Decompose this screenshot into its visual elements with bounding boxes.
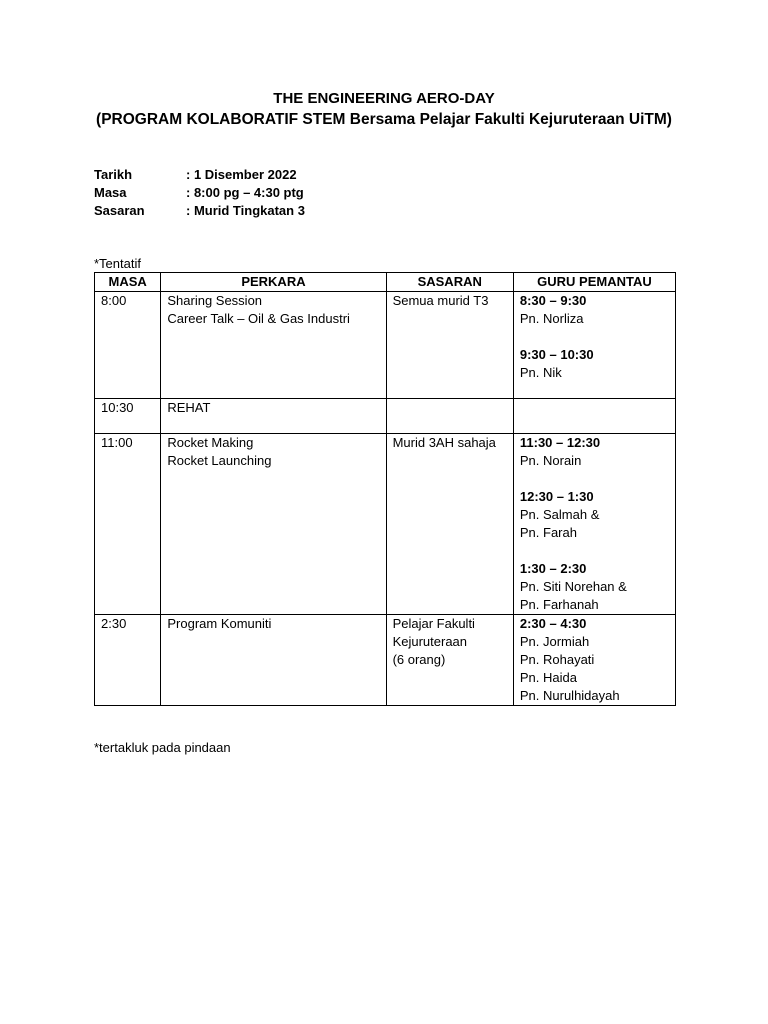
header-masa: MASA [95, 273, 161, 292]
info-label: Masa [94, 185, 127, 200]
info-row-tarikh [94, 166, 305, 184]
cell-text: 11:00 [101, 435, 133, 450]
cell-perkara [161, 399, 386, 434]
info-value: : 8:00 pg – 4:30 ptg [186, 185, 304, 200]
cell-text: Rocket Making [167, 435, 254, 450]
cell-sasaran [386, 399, 513, 434]
table-header-row [95, 273, 676, 292]
cell-text: 2:30 [101, 616, 127, 631]
cell-perkara [161, 434, 386, 615]
cell-text: Murid 3AH sahaja [392, 435, 496, 450]
table-row [95, 292, 676, 399]
cell-text: Pn. Nurulhidayah [519, 688, 620, 703]
cell-perkara [161, 615, 386, 706]
table-row [95, 399, 676, 434]
spacer [520, 328, 669, 346]
cell-guru-pemantau [513, 434, 675, 615]
header-guru-pemantau: GURU PEMANTAU [513, 273, 675, 292]
cell-text: 11:30 – 12:30 [519, 435, 601, 450]
cell-text: 9:30 – 10:30 [519, 347, 594, 362]
cell-masa [95, 434, 161, 615]
footnote: *tertakluk pada pindaan [94, 740, 231, 755]
info-label: Sasaran [94, 203, 145, 218]
document-title: THE ENGINEERING AERO-DAY [273, 90, 495, 107]
cell-text: 2:30 – 4:30 [519, 616, 587, 631]
info-label: Tarikh [94, 167, 133, 182]
cell-text: 12:30 – 1:30 [519, 489, 594, 504]
cell-sasaran [386, 615, 513, 706]
spacer [520, 470, 669, 488]
cell-text: REHAT [167, 400, 211, 415]
cell-text: Semua murid T3 [392, 293, 489, 308]
cell-sasaran [386, 434, 513, 615]
cell-text: Kejuruteraan [392, 634, 468, 649]
cell-text: 10:30 [101, 400, 134, 415]
header-perkara: PERKARA [161, 273, 386, 292]
cell-masa [95, 399, 161, 434]
info-value: : 1 Disember 2022 [186, 167, 297, 182]
info-value: : Murid Tingkatan 3 [186, 203, 305, 218]
cell-text: Pelajar Fakulti [392, 616, 475, 631]
document-subtitle: (PROGRAM KOLABORATIF STEM Bersama Pelajar Fakulti Kejuruteraan UiTM) [96, 111, 672, 128]
table-row [95, 615, 676, 706]
cell-text: Pn. Siti Norehan & [519, 579, 627, 594]
cell-text: Career Talk – Oil & Gas Industri [167, 311, 350, 326]
cell-text: Rocket Launching [167, 453, 272, 468]
cell-text: Pn. Salmah & [519, 507, 600, 522]
cell-masa [95, 292, 161, 399]
cell-text: 8:00 [101, 293, 127, 308]
cell-text: Pn. Norain [519, 453, 582, 468]
cell-text: (6 orang) [392, 652, 446, 667]
spacer [520, 542, 669, 560]
table-row [95, 434, 676, 615]
cell-sasaran [386, 292, 513, 399]
cell-text: Pn. Haida [519, 670, 577, 685]
cell-perkara [161, 292, 386, 399]
cell-guru-pemantau [513, 292, 675, 399]
cell-text: 8:30 – 9:30 [519, 293, 587, 308]
schedule-table [94, 272, 676, 706]
event-info [94, 166, 305, 220]
cell-text: Pn. Jormiah [519, 634, 590, 649]
cell-text: Pn. Nik [519, 365, 562, 380]
cell-text: Pn. Norliza [519, 311, 584, 326]
cell-text: 1:30 – 2:30 [519, 561, 587, 576]
cell-text: Pn. Farah [519, 525, 577, 540]
info-row-sasaran [94, 202, 305, 220]
cell-text: Pn. Rohayati [519, 652, 595, 667]
cell-guru-pemantau [513, 615, 675, 706]
cell-text: Program Komuniti [167, 616, 272, 631]
info-row-masa [94, 184, 305, 202]
cell-text: Sharing Session [167, 293, 263, 308]
cell-masa [95, 615, 161, 706]
schedule-body [95, 292, 676, 706]
tentatif-note: *Tentatif [94, 256, 141, 271]
cell-text: Pn. Farhanah [519, 597, 599, 612]
cell-guru-pemantau [513, 399, 675, 434]
header-sasaran: SASARAN [386, 273, 513, 292]
